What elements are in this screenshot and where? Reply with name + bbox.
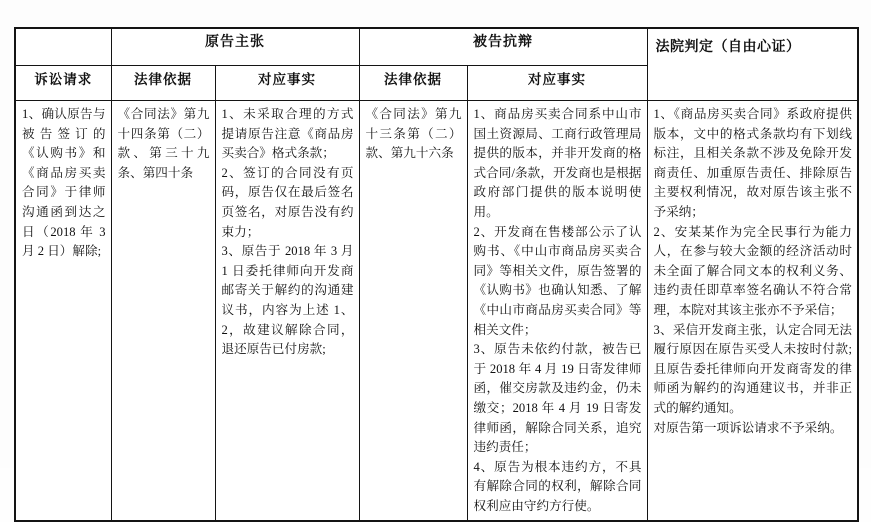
court-ruling-conclusion: 对原告第一项诉讼请求不予采纳。 [653, 420, 843, 435]
header-court-ruling: 法院判定（自由心证） [647, 28, 858, 101]
plaintiff-fact-1: 1、未采取合理的方式提请原告注意《商品房买卖合》格式条款； [221, 107, 354, 161]
case-analysis-table [14, 27, 859, 522]
plaintiff-legal-basis-text: 《合同法》第九十四条第（二）款、第三十九条、第四十条 [117, 107, 210, 180]
header-claim: 诉讼请求 [15, 66, 111, 101]
cell-plaintiff-legal-basis [111, 101, 215, 522]
defendant-fact-2: 2、开发商在售楼部公示了认购书、《中山市商品房买卖合同》等相关文件，原告签署的《认购书》也确认知悉、了解《中山市商品房买卖合同》等相关文件； [473, 224, 642, 337]
header-row-1 [15, 28, 858, 66]
defendant-fact-1: 1、商品房买卖合同系中山市国土资源局、工商行政管理局提供的版本，并非开发商的格式合同/条款，开发商也是根据政府部门提供的版本说明使用。 [473, 107, 642, 219]
claim-text: 1、确认原告与被告签订的《认购书》和《商品房买卖合同》于律师沟通函到达之日（2018 年 3 月 2 日）解除; [22, 107, 106, 259]
header-plaintiff-facts: 对应事实 [215, 66, 359, 101]
header-empty-cell [15, 28, 111, 66]
header-defendant-legal-basis: 法律依据 [359, 66, 467, 101]
court-ruling-1: 1、《商品房买卖合同》系政府提供版本，文中的格式条款均有下划线标注，且相关条款不涉及免除开发商责任、加重原告责任、排除原告主要权利情况，故对原告该主张不予采纳； [653, 107, 852, 219]
cell-plaintiff-facts [215, 101, 359, 522]
defendant-fact-3: 3、原告未依约付款，被告已于 2018 年 4 月 19 日寄发律师函，催交房款及违约金，仍未缴交；2018 年 4 月 19 日寄发律师函，解除合同关系，追究违约责任； [473, 342, 642, 455]
defendant-fact-4: 4、原告为根本违约方，不具有解除合同的权利，解除合同权利应由守约方行使。 [473, 459, 642, 513]
header-defendant-defense: 被告抗辩 [359, 28, 647, 66]
plaintiff-fact-3: 3、原告于 2018 年 3 月 1 日委托律师向开发商邮寄关于解约的沟通建议书，内容为上述 1、2，故建议解除合同，退还原告已付房款; [221, 244, 354, 357]
court-ruling-3: 3、采信开发商主张，认定合同无法履行原因在原告买受人未按时付款;且原告委托律师向开发商寄发的律师函为解约的沟通建议书，并非正式的解约通知。 [653, 322, 852, 415]
court-ruling-2: 2、安某某作为完全民事行为能力人，在参与较大金额的经济活动时未全面了解合同文本的权利义务、违约责任即草率签名确认不符合常理，本院对其该主张亦不予采信； [653, 224, 852, 317]
cell-defendant-legal-basis [359, 101, 467, 522]
cell-court-ruling [647, 101, 858, 522]
plaintiff-fact-2: 2、签订的合同没有页码，原告仅在最后签名页签名，对原告没有约束力； [221, 165, 354, 239]
cell-claim [15, 101, 111, 522]
header-defendant-facts: 对应事实 [467, 66, 647, 101]
header-plaintiff-claims: 原告主张 [111, 28, 359, 66]
defendant-legal-basis-text: 《合同法》第九十三条第（二）款、第九十六条 [365, 107, 462, 161]
cell-defendant-facts [467, 101, 647, 522]
table-row [15, 101, 858, 522]
header-plaintiff-legal-basis: 法律依据 [111, 66, 215, 101]
